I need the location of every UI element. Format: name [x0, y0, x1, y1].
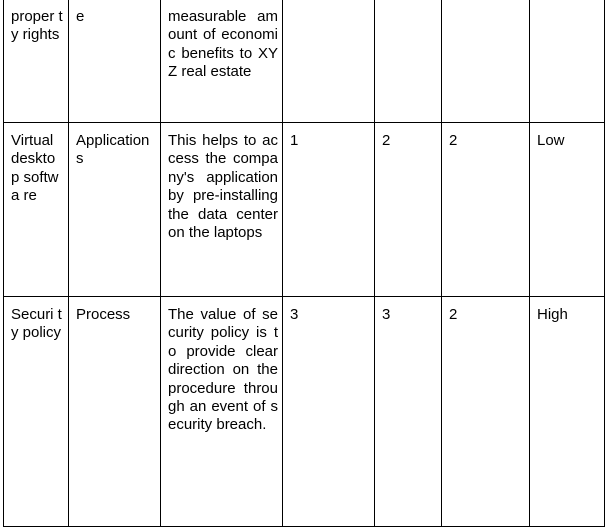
asset-name-cell: proper ty rights — [4, 0, 69, 123]
value-1-cell — [283, 0, 375, 123]
table-row — [4, 297, 605, 527]
value-2-cell: 3 — [375, 297, 442, 527]
asset-type-cell: e — [69, 0, 161, 123]
value-2-cell: 2 — [375, 123, 442, 297]
value-1-cell: 3 — [283, 297, 375, 527]
level-cell: Low — [530, 123, 605, 297]
value-3-cell: 2 — [442, 297, 530, 527]
asset-description-cell: measurable amount of economic benefits to XYZ real estate — [161, 0, 283, 123]
value-3-cell: 2 — [442, 123, 530, 297]
asset-type-cell: Process — [69, 297, 161, 527]
table-row — [4, 123, 605, 297]
asset-name-cell: Securi ty policy — [4, 297, 69, 527]
asset-type-cell: Application s — [69, 123, 161, 297]
asset-description-cell: The value of security policy is to provide clear direction on the procedure through an event of security breach. — [161, 297, 283, 527]
level-cell — [530, 0, 605, 123]
asset-table — [3, 0, 605, 527]
value-1-cell: 1 — [283, 123, 375, 297]
level-cell: High — [530, 297, 605, 527]
value-3-cell — [442, 0, 530, 123]
table-row — [4, 0, 605, 123]
asset-name-cell: Virtual deskto p softwa re — [4, 123, 69, 297]
value-2-cell — [375, 0, 442, 123]
asset-description-cell: This helps to access the company's application by pre-installing the data center on the laptops — [161, 123, 283, 297]
